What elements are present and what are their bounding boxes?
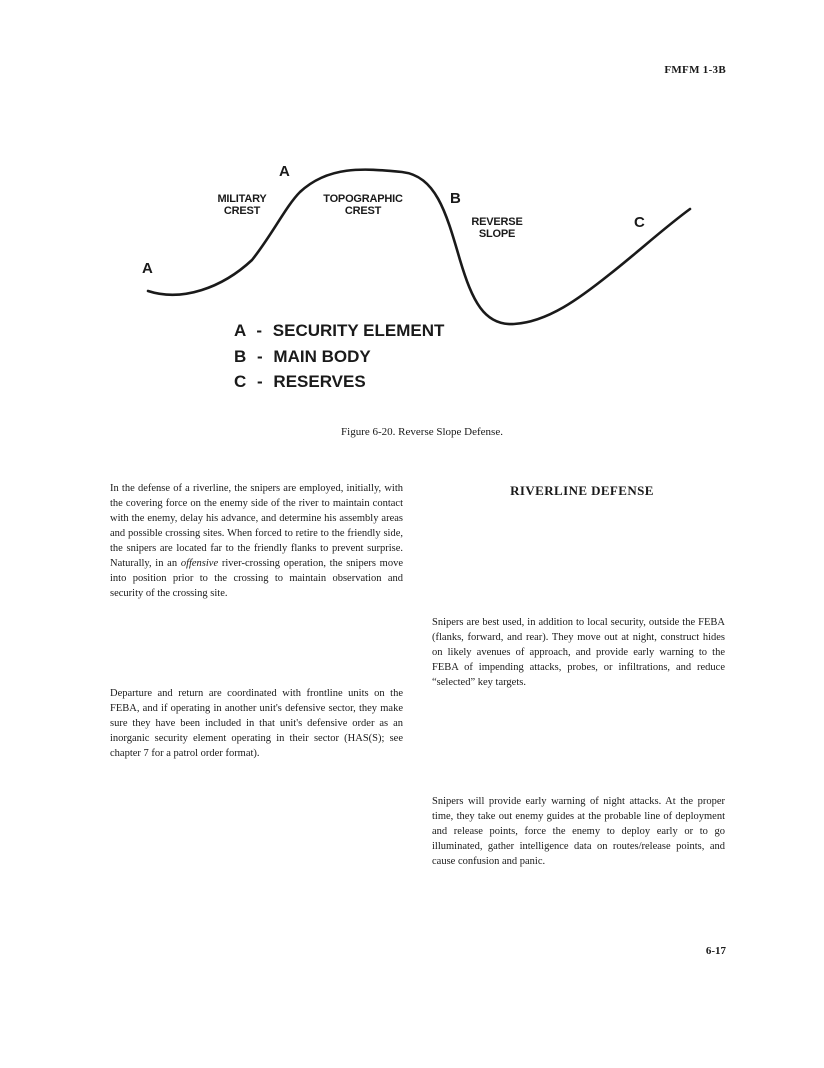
topographic-crest-line1: TOPOGRAPHIC <box>323 193 403 205</box>
label-b-main-body-position: B <box>450 190 461 207</box>
page-number: 6-17 <box>705 945 726 957</box>
right-paragraph-1: Snipers are best used, in addition to local security, outside the FEBA (flanks, forward, and rear). They move out at night, construct hides on likely avenues of approach, and provide early warning to the FEBA of impending attacks, probes, or infiltrations, and reduce “selected” key targets. <box>432 617 725 688</box>
legend-separator: - <box>257 372 263 391</box>
legend-item-security-element <box>234 318 444 344</box>
label-c-reserves-position: C <box>634 214 645 231</box>
military-crest-line1: MILITARY <box>217 193 267 205</box>
legend-text: MAIN BODY <box>273 346 371 366</box>
left-paragraph-2: Departure and return are coordinated with frontline units on the FEBA, and if operating in another unit's defensive sector, they make sure they have been included in that unit's defensive order as an inorganic security element operating in their sector (HAS(S); see chapter 7 for a patrol order format). <box>110 688 403 759</box>
military-crest-line2: CREST <box>223 205 261 217</box>
left-p1-after: river-crossing operation, the snipers move into position prior to the crossing to maintain observation and security of the crossing site. <box>110 558 403 599</box>
legend-letter: C <box>234 372 247 391</box>
legend-text: RESERVES <box>273 372 366 391</box>
legend-item-main-body <box>234 344 444 370</box>
topographic-crest-line2: CREST <box>344 205 382 217</box>
legend-separator: - <box>257 346 263 366</box>
legend-item-reserves <box>234 369 444 395</box>
section-heading-riverline-defense: RIVERLINE DEFENSE <box>510 483 654 498</box>
reverse-slope-figure <box>0 0 824 440</box>
label-reverse-slope <box>463 216 531 240</box>
reverse-slope-line1: REVERSE <box>471 216 523 228</box>
label-topographic-crest <box>312 193 414 217</box>
left-paragraph-1 <box>110 481 403 601</box>
right-paragraph-2: Snipers will provide early warning of night attacks. At the proper time, they take out enemy guides at the probable line of deployment and release points, force the enemy to deploy early or to go illuminated, gather intelligence data on routes/release points, and cause confusion and panic. <box>432 796 725 867</box>
label-a-military-crest-position: A <box>279 163 290 180</box>
label-military-crest <box>212 193 272 217</box>
figure-caption-text: Figure 6-20. Reverse Slope Defense. <box>341 426 503 438</box>
legend-separator: - <box>256 321 263 340</box>
legend-letter: A <box>234 321 246 340</box>
label-a-security-position: A <box>142 260 153 277</box>
left-p1-emphasis: offensive <box>180 558 219 569</box>
left-p1-before: In the defense of a riverline, the snipers are employed, initially, with the covering force on the enemy side of the river to maintain contact with the enemy, delay his advance, and determine his assembly areas and possible crossing sites. When forced to retire to the friendly side, the snipers are located far to the friendly flanks to prevent surprise. Naturally, in an <box>110 483 403 569</box>
legend-letter: B <box>234 346 247 366</box>
reverse-slope-line2: SLOPE <box>478 228 516 240</box>
document-id: FMFM 1-3B <box>664 64 726 76</box>
figure-legend <box>234 318 444 395</box>
legend-text: SECURITY ELEMENT <box>272 321 445 340</box>
figure-caption <box>0 426 824 438</box>
